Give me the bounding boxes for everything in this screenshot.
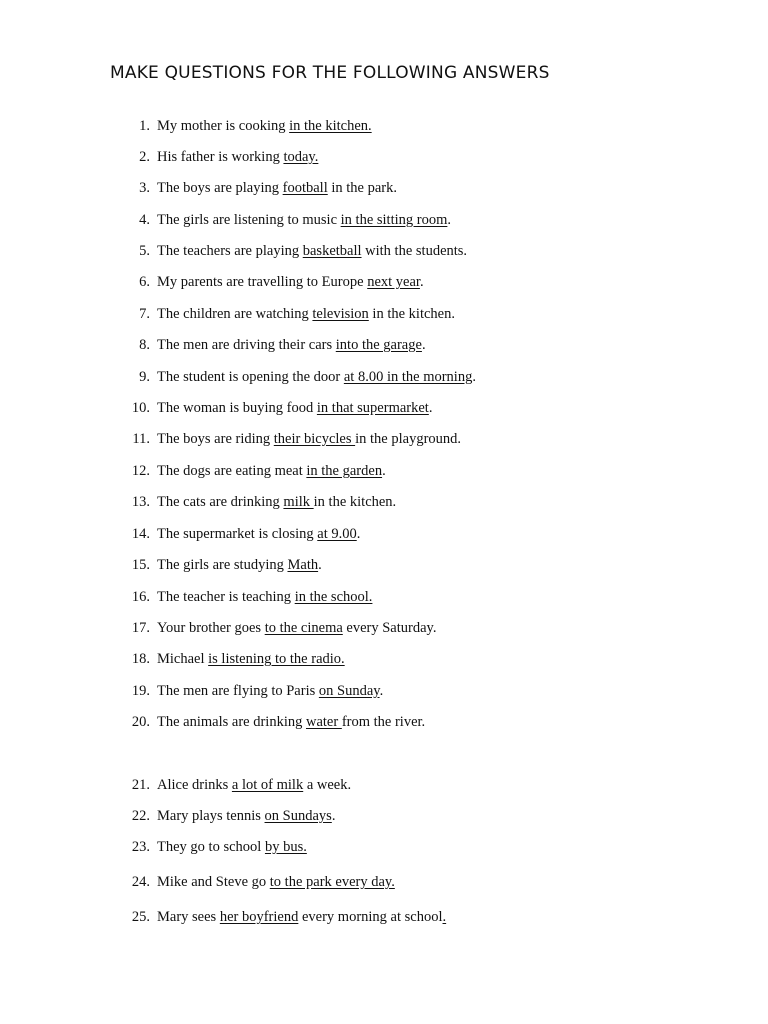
question-number: 8. [139, 337, 150, 353]
question-text-plain: The boys are riding [157, 431, 274, 447]
underlined-answer: is listening to the radio. [208, 651, 345, 667]
underlined-punctuation: . [442, 909, 447, 925]
question-number: 10. [131, 400, 150, 416]
question-text-plain: . [379, 683, 384, 699]
question-text-plain: . [331, 808, 336, 824]
question-text-plain: My mother is cooking [157, 118, 290, 134]
question-number: 21. [131, 777, 150, 793]
question-text-plain: The children are watching [157, 306, 313, 322]
question-number: 23. [131, 839, 150, 855]
question-text-plain: The teachers are playing [157, 243, 303, 259]
question-text-plain: The animals are drinking [157, 714, 306, 730]
question-text-plain: The teacher is teaching [157, 589, 295, 605]
underlined-answer: today. [283, 149, 319, 165]
question-number: 13. [131, 494, 150, 510]
underlined-answer: water [305, 714, 342, 730]
underlined-answer: into the garage [335, 337, 422, 353]
underlined-answer: milk [283, 494, 314, 510]
question-text [157, 304, 455, 324]
question-text [157, 618, 436, 638]
question-text-plain: The girls are studying [157, 557, 288, 573]
question-text [157, 587, 372, 607]
question-text-plain: in the kitchen. [313, 494, 397, 510]
question-text-plain: My parents are travelling to Europe [157, 274, 368, 290]
question-number: 17. [131, 620, 150, 636]
question-text [157, 872, 395, 892]
question-text-plain: Your brother goes [157, 620, 265, 636]
question-text-plain: The student is opening the door [157, 369, 344, 385]
question-text [157, 806, 335, 826]
question-number: 15. [131, 557, 150, 573]
underlined-answer: television [312, 306, 369, 322]
question-number: 11. [132, 431, 150, 447]
underlined-answer: by bus. [264, 839, 307, 855]
underlined-answer: in the sitting room [340, 212, 448, 228]
underlined-answer: football [282, 180, 328, 196]
question-number: 4. [139, 212, 150, 228]
question-text [157, 712, 425, 732]
underlined-answer: next year [367, 274, 420, 290]
question-text [157, 335, 426, 355]
question-text-plain: . [447, 212, 451, 228]
question-number: 16. [131, 589, 150, 605]
question-text [157, 681, 383, 701]
underlined-answer: to the cinema [264, 620, 343, 636]
question-text-plain: . [318, 557, 322, 573]
page-title: MAKE QUESTIONS FOR THE FOLLOWING ANSWERS [110, 63, 550, 83]
question-text-plain: The woman is buying food [157, 400, 317, 416]
underlined-answer: to the park every day. [269, 874, 395, 890]
underlined-answer: in the kitchen. [289, 118, 372, 134]
question-text-plain: every Saturday. [342, 620, 437, 636]
underlined-answer: Math [287, 557, 319, 573]
question-text [157, 367, 476, 387]
question-text-plain: The boys are playing [157, 180, 283, 196]
question-text-plain: Michael [157, 651, 209, 667]
question-text [157, 210, 451, 230]
question-text-plain: They go to school [157, 839, 265, 855]
question-text [157, 116, 372, 136]
underlined-answer: her boyfriend [219, 909, 299, 925]
question-text [157, 241, 467, 261]
question-text [157, 147, 318, 167]
question-number: 5. [139, 243, 150, 259]
question-text [157, 837, 307, 857]
question-text-plain: in the playground. [355, 431, 462, 447]
question-text-plain: The dogs are eating meat [157, 463, 307, 479]
question-text-plain: Mary sees [157, 909, 220, 925]
question-text [157, 398, 432, 418]
question-number: 1. [139, 118, 150, 134]
question-text-plain: . [421, 337, 426, 353]
question-text-plain: in the park. [327, 180, 398, 196]
underlined-answer: on Sundays [264, 808, 332, 824]
question-text [157, 461, 386, 481]
question-number: 6. [139, 274, 150, 290]
question-text-plain: a week. [303, 777, 352, 793]
question-text-plain: . [472, 369, 476, 385]
question-text-plain: Mary plays tennis [157, 808, 265, 824]
question-text-plain: every morning at school [298, 909, 443, 925]
question-number: 3. [139, 180, 150, 196]
underlined-answer: in the school. [294, 589, 373, 605]
question-text [157, 555, 322, 575]
question-number: 25. [131, 909, 150, 925]
question-text-plain: . [356, 526, 361, 542]
question-number: 9. [139, 369, 150, 385]
question-number: 18. [131, 651, 150, 667]
question-text [157, 272, 424, 292]
question-text-plain: Mike and Steve go [157, 874, 270, 890]
question-number: 24. [131, 874, 150, 890]
question-text-plain: The supermarket is closing [157, 526, 318, 542]
question-text-plain: Alice drinks [157, 777, 232, 793]
underlined-answer: at 8.00 in the morning [343, 369, 473, 385]
question-text [157, 907, 446, 927]
underlined-answer: basketball [302, 243, 362, 259]
question-number: 20. [131, 714, 150, 730]
question-text-plain: The cats are drinking [157, 494, 284, 510]
question-text-plain: His father is working [157, 149, 284, 165]
question-number: 12. [131, 463, 150, 479]
question-text-plain: . [382, 463, 386, 479]
question-text [157, 524, 360, 544]
underlined-answer: in the garden [306, 463, 383, 479]
question-text-plain: . [428, 400, 433, 416]
underlined-answer: at 9.00 [317, 526, 357, 542]
question-text-plain: . [419, 274, 424, 290]
question-text [157, 178, 397, 198]
question-number: 19. [131, 683, 150, 699]
question-text [157, 429, 461, 449]
question-number: 14. [131, 526, 150, 542]
question-text-plain: in the kitchen. [368, 306, 455, 322]
question-number: 22. [131, 808, 150, 824]
question-text-plain: The girls are listening to music [157, 212, 341, 228]
question-text-plain: with the students. [361, 243, 468, 259]
underlined-answer: a lot of milk [231, 777, 304, 793]
underlined-answer: in that supermarket [316, 400, 429, 416]
question-number: 7. [139, 306, 150, 322]
underlined-answer: on Sunday [318, 683, 380, 699]
question-text [157, 775, 351, 795]
question-text-plain: from the river. [341, 714, 426, 730]
question-text-plain: The men are flying to Paris [157, 683, 319, 699]
question-text [157, 649, 345, 669]
question-text [157, 492, 396, 512]
underlined-answer: their bicycles [273, 431, 356, 447]
question-number: 2. [139, 149, 150, 165]
question-text-plain: The men are driving their cars [157, 337, 336, 353]
